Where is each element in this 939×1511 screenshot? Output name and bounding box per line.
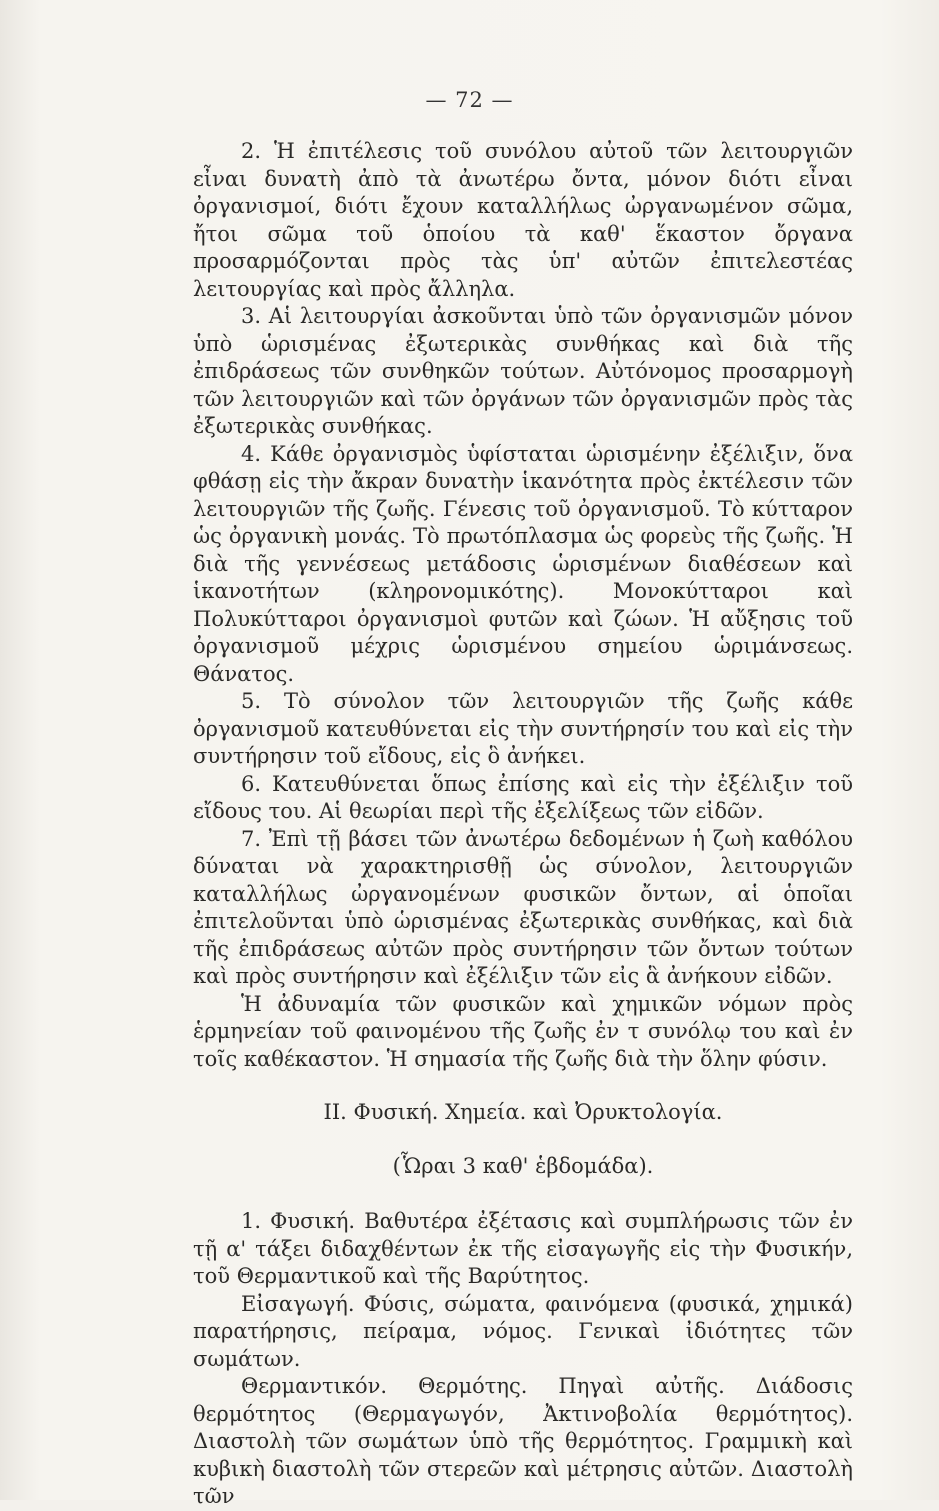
paragraph-6: 6. Κατευθύνεται ὅπως ἐπίσης καὶ εἰς τὴν ἐξέλιξιν τοῦ εἴδους του. Αἱ θεωρίαι περὶ τῆς ἐξελίξεως τῶν εἰδῶν.: [193, 771, 853, 823]
paragraph-8: Ἡ ἀδυναμία τῶν φυσικῶν καὶ χημικῶν νόμων πρὸς ἑρμηνείαν τοῦ φαινομένου τῆς ζωῆς ἐν τ συνόλῳ του καὶ ἐν τοῖς καθέκαστον. Ἡ σημασία τῆς ζωῆς διὰ τὴν ὅλην φύσιν.: [193, 991, 853, 1071]
section-paragraph-2: Εἰσαγωγή. Φύσις, σώματα, φαινόμενα (φυσικά, χημικά) παρατήρησις, πείραμα, νόμος. Γενικαὶ ἰδιότητες τῶν σωμάτων.: [193, 1291, 853, 1371]
paragraph-3: 3. Αἱ λειτουργίαι ἀσκοῦνται ὑπὸ τῶν ὀργανισμῶν μόνον ὑπὸ ὡρισμένας ἐξωτερικὰς συνθήκας καὶ διὰ τῆς ἐπιδράσεως τῶν συνθηκῶν τούτων. Αὐτόνομος προσαρμογὴ τῶν λειτουργιῶν καὶ τῶν ὀργάνων τῶν ὀργανισμῶν πρὸς τὰς ἐξωτερικὰς συνθήκας.: [193, 304, 853, 438]
section-heading: ΙΙ. Φυσική. Χημεία. καὶ Ὀρυκτολογία.: [323, 1100, 723, 1124]
paragraph-7: 7. Ἐπὶ τῇ βάσει τῶν ἀνωτέρω δεδομένων ἡ ζωὴ καθόλου δύναται νὰ χαρακτηρισθῇ ὡς σύνολον, λειτουργιῶν καταλλήλως ὠργανομένων φυσικῶν ὄντων, αἱ ὁποῖαι ἐπιτελοῦνται ὑπὸ ὡρισμένας ἐξωτερικὰς συνθήκας, καὶ διὰ τῆς ἐπιδράσεως αὐτῶν πρὸς συντήρησιν τῶν ὄντων τούτων καὶ πρὸς συντήρησιν καὶ ἐξέλιξιν τῶν εἰς ἃ ἀνήκουν εἰδῶν.: [193, 826, 853, 988]
body-text: [193, 138, 853, 1511]
section-paragraph-3: Θερμαντικόν. Θερμότης. Πηγαὶ αὐτῆς. Διάδοσις θερμότητος (Θερμαγωγόν, Ἀκτινοβολία θερμότητος). Διαστολὴ τῶν σωμάτων ὑπὸ τῆς θερμότητος. Γραμμικὴ καὶ κυβικὴ διαστολὴ τῶν στερεῶν καὶ μέτρησις αὐτῶν. Διαστολὴ τῶν: [193, 1374, 853, 1508]
paragraph-2: 2. Ἡ ἐπιτέλεσις τοῦ συνόλου αὐτοῦ τῶν λειτουργιῶν εἶναι δυνατὴ ἀπὸ τὰ ἀνωτέρω ὄντα, μόνον διότι εἶναι ὀργανισμοί, διότι ἔχουν καταλλήλως ὠργανωμένον σῶμα, ἤτοι σῶμα τοῦ ὁποίου τὰ καθ' ἕκαστον ὄργανα προσαρμόζονται πρὸς τὰς ὑπ' αὐτῶν ἐπιτελεστέας λειτουργίας καὶ πρὸς ἄλληλα.: [193, 139, 853, 301]
section-paragraph-1: 1. Φυσική. Βαθυτέρα ἐξέτασις καὶ συμπλήρωσις τῶν ἐν τῇ α' τάξει διδαχθέντων ἐκ τῆς εἰσαγωγῆς εἰς τὴν Φυσικήν, τοῦ Θερμαντικοῦ καὶ τῆς Βαρύτητος.: [193, 1209, 853, 1288]
page-number: — 72 —: [425, 88, 514, 112]
paragraph-4: 4. Κάθε ὀργανισμὸς ὑφίσταται ὡρισμένην ἐξέλιξιν, ὅνα φθάσῃ εἰς τὴν ἄκραν δυνατὴν ἱκανότητα πρὸς ἐκτέλεσιν τῶν λειτουργιῶν τῆς ζωῆς. Γένεσις τοῦ ὀργανισμοῦ. Τὸ κύτταρον ὡς ὀργανικὴ μονάς. Τὸ πρωτόπλασμα ὡς φορεὺς τῆς ζωῆς. Ἡ διὰ τῆς γεννέσεως μετάδοσις ὡρισμένων διαθέσεων καὶ ἱκανοτήτων (κληρονομικότης). Μονοκύτταροι καὶ Πολυκύτταροι ὀργανισμοὶ φυτῶν καὶ ζώων. Ἡ αὔξησις τοῦ ὀργανισμοῦ μέχρις ὡρισμένου σημείου ὡριμάνσεως. Θάνατος.: [193, 441, 853, 686]
paragraph-5: 5. Τὸ σύνολον τῶν λειτουργιῶν τῆς ζωῆς κάθε ὀργανισμοῦ κατευθύνεται εἰς τὴν συντήρησίν του καὶ εἰς τὴν συντήρησιν τοῦ εἴδους, εἰς ὃ ἀνήκει.: [193, 689, 853, 768]
section-subheading: (Ὧραι 3 καθ' ἑβδομάδα).: [392, 1153, 654, 1178]
